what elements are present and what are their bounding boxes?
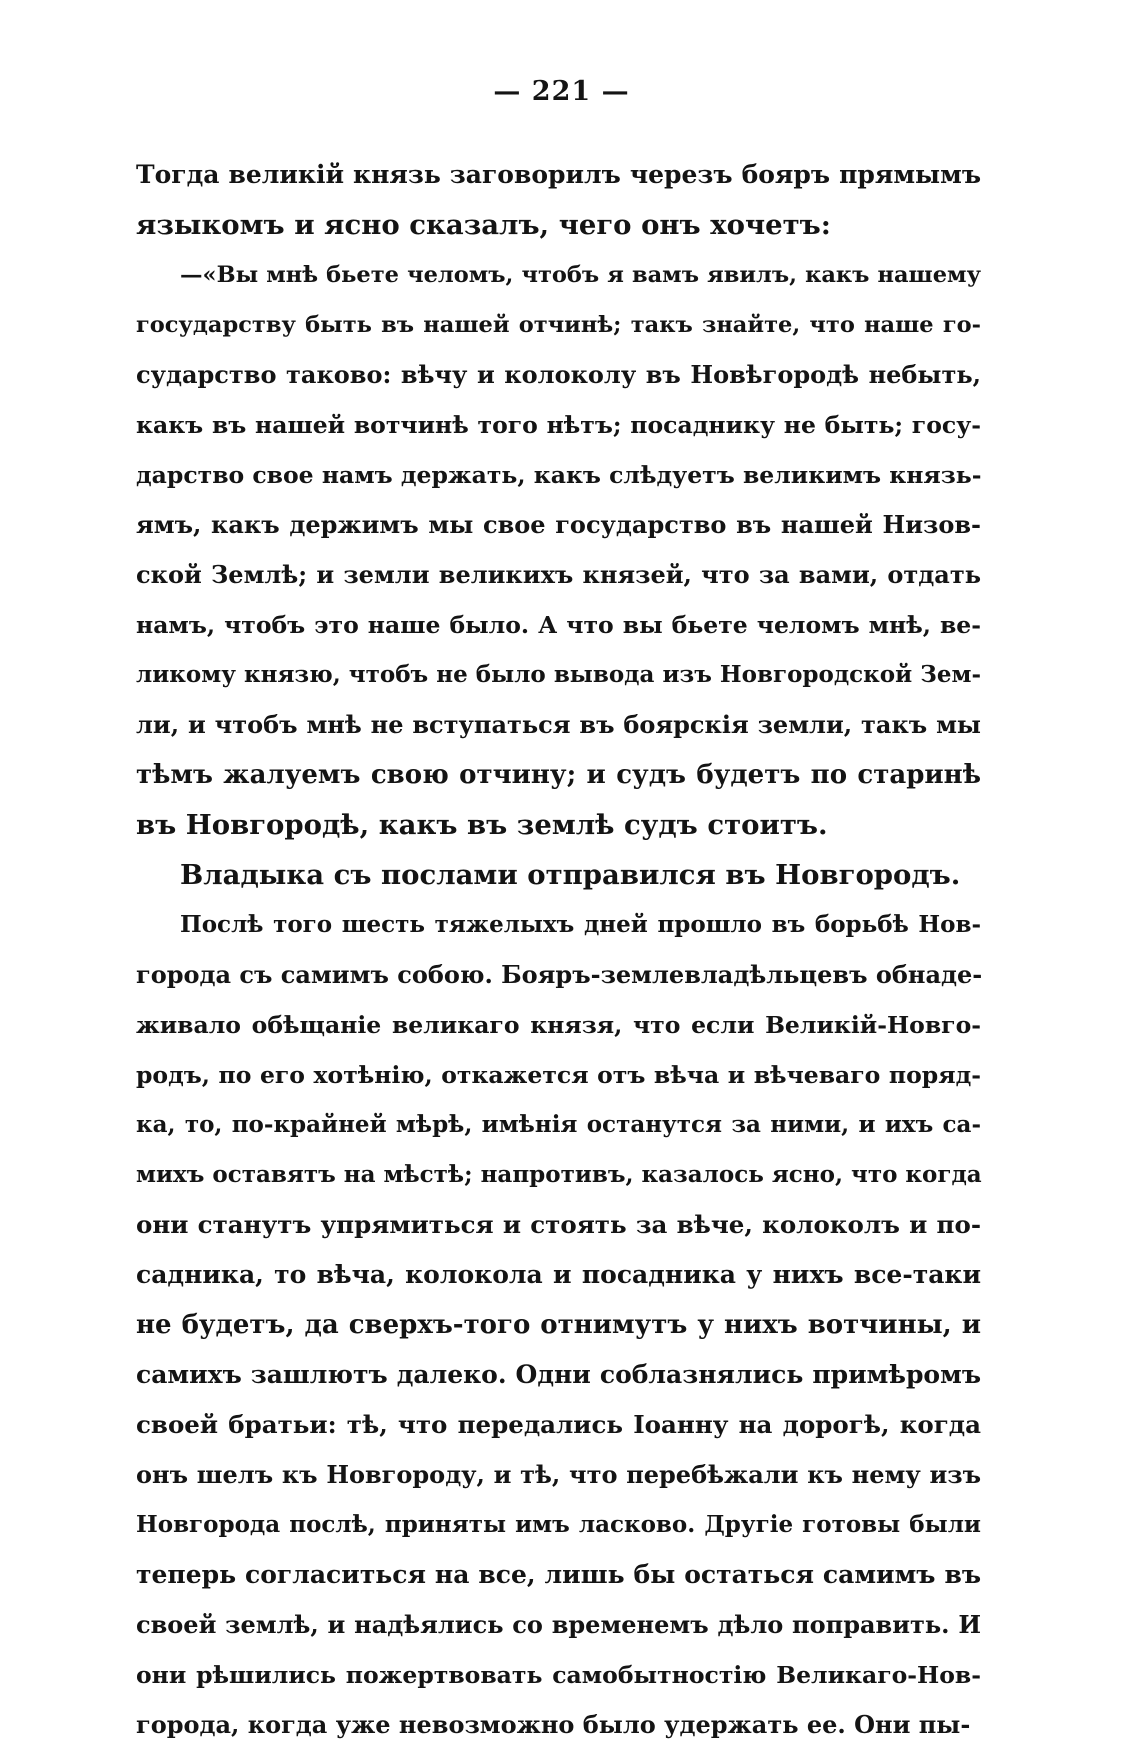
text-line: какъ въ нашей вотчинѣ того нѣтъ; посаднику не быть; госу- xyxy=(136,411,981,439)
text-line: города, когда уже невозможно было удержать ее. Они пы- xyxy=(136,1710,971,1739)
text-line: ской Землѣ; и земли великихъ князей, что за вами, отдать xyxy=(136,560,981,589)
text-line: ямъ, какъ держимъ мы свое государство въ нашей Низов- xyxy=(136,510,981,539)
text-line: они станутъ упрямиться и стоять за вѣче, колоколъ и по- xyxy=(136,1210,981,1239)
text-line: государству быть въ нашей отчинѣ; такъ знайте, что наше го- xyxy=(136,312,981,338)
text-line: михъ оставятъ на мѣстѣ; напротивъ, казалось ясно, что когда xyxy=(136,1161,982,1188)
text-line: садника, то вѣча, колокола и посадника у нихъ все-таки xyxy=(136,1260,981,1289)
text-line: Владыка съ послами отправился въ Новгородъ. xyxy=(180,859,961,891)
text-line: языкомъ и ясно сказалъ, чего онъ хочетъ: xyxy=(136,209,831,241)
text-line: города съ самимъ собою. Бояръ-землевладѣльцевъ обнаде- xyxy=(136,960,983,989)
text-line: намъ, чтобъ это наше было. А что вы бьете челомъ мнѣ, ве- xyxy=(136,611,981,639)
body-text xyxy=(136,150,981,1750)
text-line: —«Вы мнѣ бьете челомъ, чтобъ я вамъ явилъ, какъ нашему xyxy=(180,262,981,288)
text-line: своей землѣ, и надѣялись со временемъ дѣло поправить. И xyxy=(136,1610,981,1639)
text-line: родъ, по его хотѣнію, откажется отъ вѣча и вѣчеваго поряд- xyxy=(136,1061,981,1089)
text-line: Тогда великій князь заговорилъ черезъ бояръ прямымъ xyxy=(136,160,981,189)
page-number: — 221 — xyxy=(493,76,630,107)
text-line: они рѣшились пожертвовать самобытностію Великаго-Нов- xyxy=(136,1661,981,1689)
text-line: въ Новгородѣ, какъ въ землѣ судъ стоитъ. xyxy=(136,809,828,841)
text-line: Новгорода послѣ, приняты имъ ласково. Другіе готовы были xyxy=(136,1511,981,1538)
text-line: онъ шелъ къ Новгороду, и тѣ, что перебѣжали къ нему изъ xyxy=(136,1460,981,1489)
text-line: ли, и чтобъ мнѣ не вступаться въ боярскія земли, такъ мы xyxy=(136,710,981,739)
text-line: живало обѣщаніе великаго князя, что если Великій-Новго- xyxy=(136,1011,981,1039)
text-line: ликому князю, чтобъ не было вывода изъ Новгородской Зем- xyxy=(136,661,981,688)
text-line: своей братьи: тѣ, что передались Іоанну на дорогѣ, когда xyxy=(136,1410,981,1439)
text-line: сударство таково: вѣчу и колоколу въ Новѣгородѣ небыть, xyxy=(136,360,981,389)
text-line: тѣмъ жалуемъ свою отчину; и судъ будетъ по старинѣ xyxy=(136,760,981,790)
text-line: не будетъ, да сверхъ-того отнимутъ у нихъ вотчины, и xyxy=(136,1310,981,1340)
text-line: теперь согласиться на все, лишь бы остаться самимъ въ xyxy=(136,1560,981,1589)
text-line: самихъ зашлютъ далеко. Одни соблазнялись примѣромъ xyxy=(136,1360,981,1389)
text-line: ка, то, по-крайней мѣрѣ, имѣнія останутся за ними, и ихъ са- xyxy=(136,1111,981,1138)
text-line: Послѣ того шесть тяжелыхъ дней прошло въ борьбѣ Нов- xyxy=(180,911,981,938)
text-line: дарство свое намъ держать, какъ слѣдуетъ великимъ князь- xyxy=(136,461,982,489)
